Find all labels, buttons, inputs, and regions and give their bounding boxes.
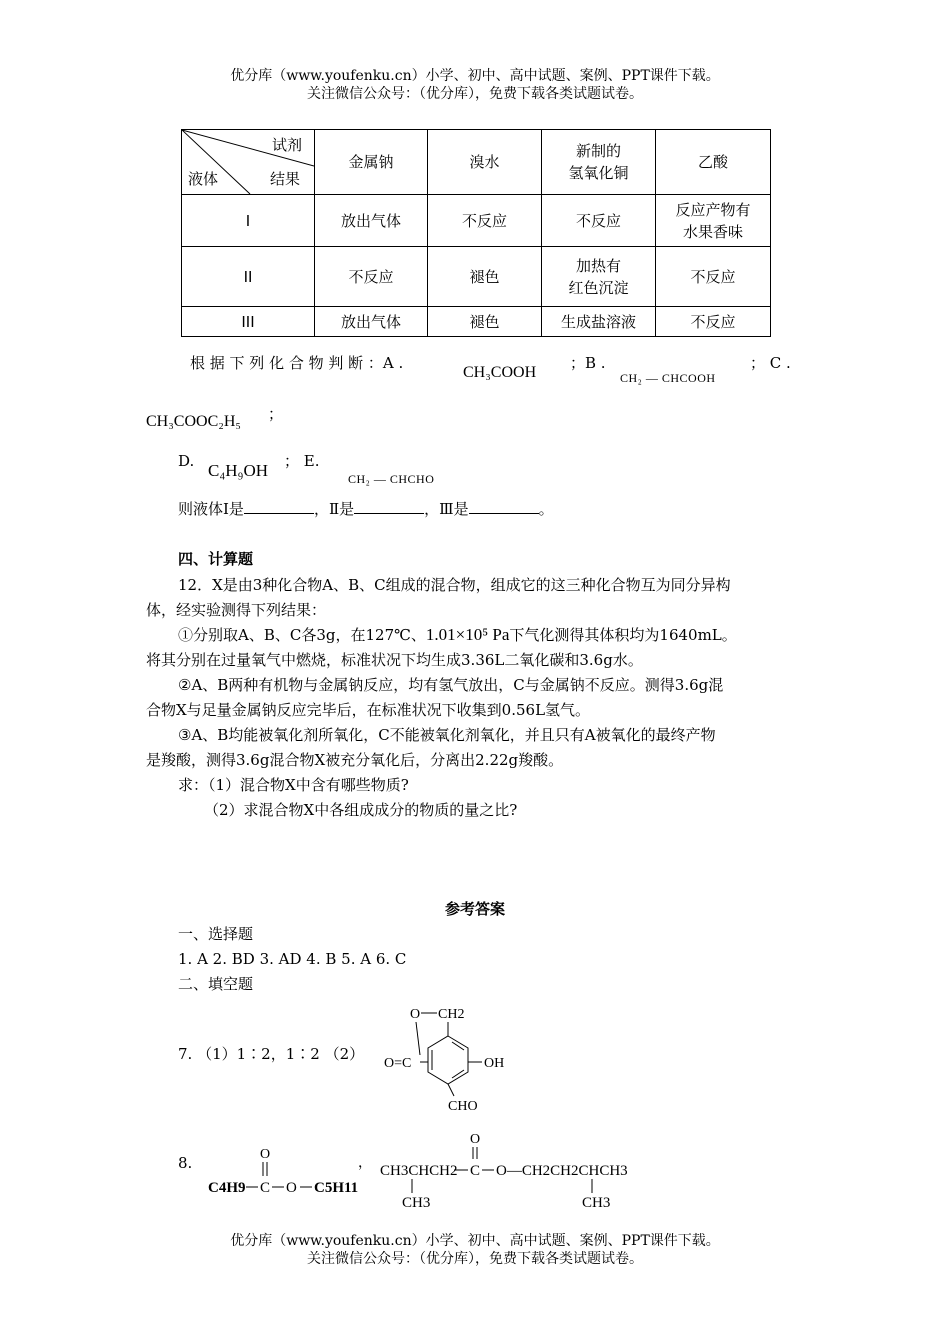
answer-label-3: ，Ⅲ是 bbox=[424, 500, 469, 518]
table-cell: 褪色 bbox=[428, 307, 542, 337]
step3-line: 是羧酸，测得3.6g混合物X被充分氧化后，分离出2.22g羧酸。 bbox=[146, 751, 564, 769]
s8a-c5h11: C5H11 bbox=[314, 1180, 359, 1196]
label-d: D. bbox=[178, 452, 195, 470]
blank-2[interactable] bbox=[354, 499, 424, 514]
table-row bbox=[182, 195, 771, 247]
header-line-2: 关注微信公众号：（优分库），免费下载各类试题试卷。 bbox=[307, 86, 643, 102]
compound-c: CH₃COOC₂H₅ bbox=[146, 413, 241, 430]
header-cell: 乙酸 bbox=[656, 130, 771, 195]
s8b-c: C bbox=[470, 1163, 481, 1179]
step1-line: 将其分别在过量氧气中燃烧，标准状况下均生成3.36L二氧化碳和3.6g水。 bbox=[146, 651, 643, 669]
s8a-o: O bbox=[260, 1147, 271, 1162]
judge-semi: ； bbox=[268, 405, 284, 423]
s7-o: O bbox=[410, 1007, 421, 1022]
structure-8b bbox=[356, 1125, 646, 1220]
bond bbox=[448, 1084, 454, 1096]
answer-end: 。 bbox=[538, 500, 554, 518]
s8a-c: C bbox=[260, 1180, 271, 1196]
mc-title: 一、选择题 bbox=[178, 925, 254, 943]
s8a-o2: O bbox=[286, 1180, 297, 1196]
compound-b: CH₂ — CHCOOH bbox=[620, 371, 716, 385]
table-row bbox=[182, 307, 771, 337]
footer-line-1: 优分库（www.youfenku.cn）小学、初中、高中试题、案例、PPT课件下载。 bbox=[230, 1233, 720, 1249]
corner-bottom-left: 液体 bbox=[188, 170, 219, 188]
step1-text-a: ①分别取A、B、C各3g，在127℃、 bbox=[178, 626, 426, 644]
footer-line-2: 关注微信公众号：（优分库），免费下载各类试题试卷。 bbox=[307, 1251, 643, 1267]
structure-8a bbox=[206, 1140, 366, 1200]
header-cell: 溴水 bbox=[428, 130, 542, 195]
table-cell: 反应产物有 水果香味 bbox=[656, 195, 771, 247]
step3-line: ③A、B均能被氧化剂所氧化，C不能被氧化剂氧化，并且只有A被氧化的最终产物 bbox=[178, 726, 716, 744]
table-cell: 加热有 红色沉淀 bbox=[542, 247, 656, 307]
row-label: III bbox=[182, 307, 315, 337]
judge-sep-b: ；B . bbox=[570, 354, 606, 372]
table-row bbox=[182, 247, 771, 307]
answer-line bbox=[178, 498, 554, 520]
step2-line: 合物X与足量金属钠反应完毕后，在标准状况下收集到0.56L氢气。 bbox=[146, 701, 591, 719]
q7-answer: 7. （1）1∶2，1∶2 （2） bbox=[178, 1045, 365, 1063]
corner-top: 试剂 bbox=[271, 136, 302, 154]
question-2: （2）求混合物X中各组成成分的物质的量之比? bbox=[204, 801, 518, 819]
table-cell: 不反应 bbox=[315, 247, 428, 307]
answer-label-1: 则液体Ⅰ是 bbox=[178, 500, 244, 518]
q8-answer: 8. bbox=[178, 1154, 193, 1172]
blank-3[interactable] bbox=[469, 499, 539, 514]
table-cell: 不反应 bbox=[656, 247, 771, 307]
reagent-table bbox=[181, 129, 771, 337]
bond bbox=[416, 1022, 420, 1055]
table-corner bbox=[182, 130, 315, 195]
s8b-left: CH3CHCH2 bbox=[380, 1163, 458, 1179]
q12-line: 12．X是由3种化合物A、B、C组成的混合物，组成它的这三种化合物互为同分异构 bbox=[178, 576, 731, 594]
q12-line: 体，经实验测得下列结果： bbox=[146, 601, 327, 619]
structure-7 bbox=[380, 1000, 520, 1120]
bond bbox=[452, 1042, 464, 1050]
header-cell: 新制的 氢氧化铜 bbox=[542, 130, 656, 195]
label-e: ； E. bbox=[284, 452, 320, 470]
compound-a: CH₃COOH bbox=[463, 364, 537, 381]
question-1: 求：（1）混合物X中含有哪些物质? bbox=[178, 776, 409, 794]
s8b-right: O—CH2CH2CHCH3 bbox=[496, 1163, 628, 1179]
step1-line bbox=[178, 624, 737, 646]
judge-sep-c: ； C . bbox=[750, 354, 791, 372]
blank-1[interactable] bbox=[244, 499, 314, 514]
table-cell: 褪色 bbox=[428, 247, 542, 307]
s7-oh: OH bbox=[484, 1056, 505, 1071]
table-cell: 不反应 bbox=[656, 307, 771, 337]
mc-answers: 1. A 2. BD 3. AD 4. B 5. A 6. C bbox=[178, 950, 407, 968]
judge-intro: 根 据 下 列 化 合 物 判 断 ：A . bbox=[190, 354, 404, 372]
pressure-value: 1.01×10⁵ Pa bbox=[425, 625, 510, 644]
s7-ch2: CH2 bbox=[438, 1007, 465, 1022]
table-cell: 不反应 bbox=[542, 195, 656, 247]
answer-label-2: ，Ⅱ是 bbox=[313, 500, 355, 518]
s8b-o-top: O bbox=[470, 1132, 481, 1147]
row-label: II bbox=[182, 247, 315, 307]
s7-co: O=C bbox=[384, 1056, 412, 1071]
s8b-ch3-b: CH3 bbox=[582, 1195, 611, 1211]
section-title: 四、计算题 bbox=[178, 550, 254, 568]
answers-title: 参考答案 bbox=[444, 900, 505, 918]
step2-line: ②A、B两种有机物与金属钠反应，均有氢气放出，C与金属钠不反应。测得3.6g混 bbox=[178, 676, 724, 694]
header-cell: 金属钠 bbox=[315, 130, 428, 195]
compound-e: CH₂ — CHCHO bbox=[348, 472, 435, 486]
s7-cho: CHO bbox=[448, 1099, 478, 1114]
table-cell: 生成盐溶液 bbox=[542, 307, 656, 337]
s8a-c4h9: C4H9 bbox=[208, 1180, 246, 1196]
compound-d: C₄H₉OH bbox=[208, 461, 269, 480]
s8b-ch3-a: CH3 bbox=[402, 1195, 431, 1211]
header-line-1: 优分库（www.youfenku.cn）小学、初中、高中试题、案例、PPT课件下载。 bbox=[230, 68, 720, 84]
s8b-comma: ， bbox=[358, 1156, 372, 1171]
step1-text-b: 下气化测得其体积均为1640mL。 bbox=[509, 626, 737, 644]
corner-bottom-right: 结果 bbox=[269, 170, 300, 188]
bond bbox=[452, 1070, 464, 1078]
benzene-ring bbox=[428, 1036, 468, 1084]
table-cell: 放出气体 bbox=[315, 195, 428, 247]
table-cell: 放出气体 bbox=[315, 307, 428, 337]
row-label: I bbox=[182, 195, 315, 247]
fill-title: 二、填空题 bbox=[178, 975, 254, 993]
table-cell: 不反应 bbox=[428, 195, 542, 247]
